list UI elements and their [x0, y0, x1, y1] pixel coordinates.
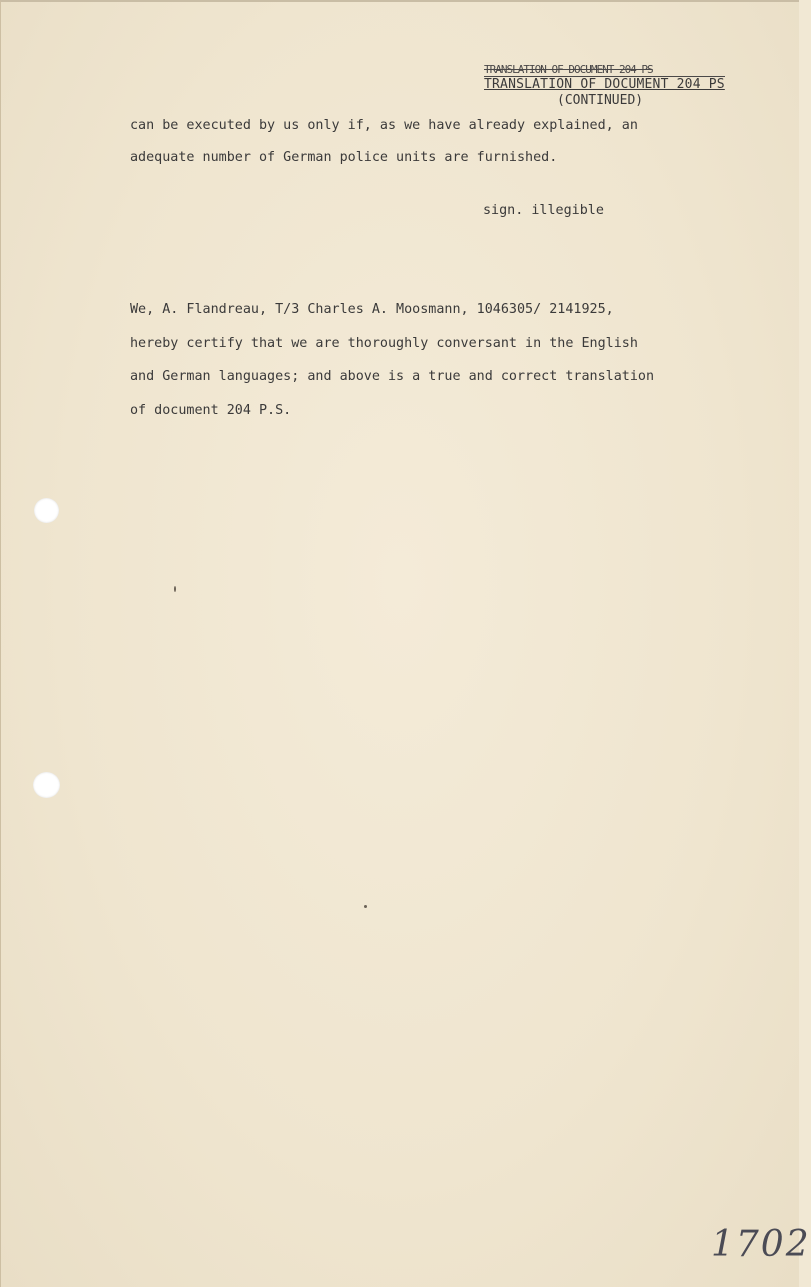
signature-note: sign. illegible: [483, 203, 604, 218]
punch-hole-top: [34, 498, 59, 523]
certification-line-4: of document 204 P.S.: [130, 403, 292, 418]
certification-line-1: We, A. Flandreau, T/3 Charles A. Moosmann, 1046305/ 2141925,: [130, 302, 614, 317]
handwritten-page-number: 1702: [711, 1224, 811, 1265]
paper-speck: [364, 905, 367, 908]
document-subtitle: (CONTINUED): [557, 93, 644, 108]
body-line-2: adequate number of German police units are furnished.: [130, 150, 558, 165]
body-line-1: can be executed by us only if, as we have already explained, an: [130, 118, 638, 133]
punch-hole-bottom: [33, 772, 60, 798]
certification-line-2: hereby certify that we are thoroughly conversant in the English: [130, 336, 638, 351]
certification-line-3: and German languages; and above is a true and correct translation: [130, 369, 655, 384]
struck-out-heading: TRANSLATION OF DOCUMENT 204 PS: [484, 63, 653, 76]
document-title: TRANSLATION OF DOCUMENT 204 PS: [484, 77, 725, 92]
paper-speck: [174, 586, 176, 592]
